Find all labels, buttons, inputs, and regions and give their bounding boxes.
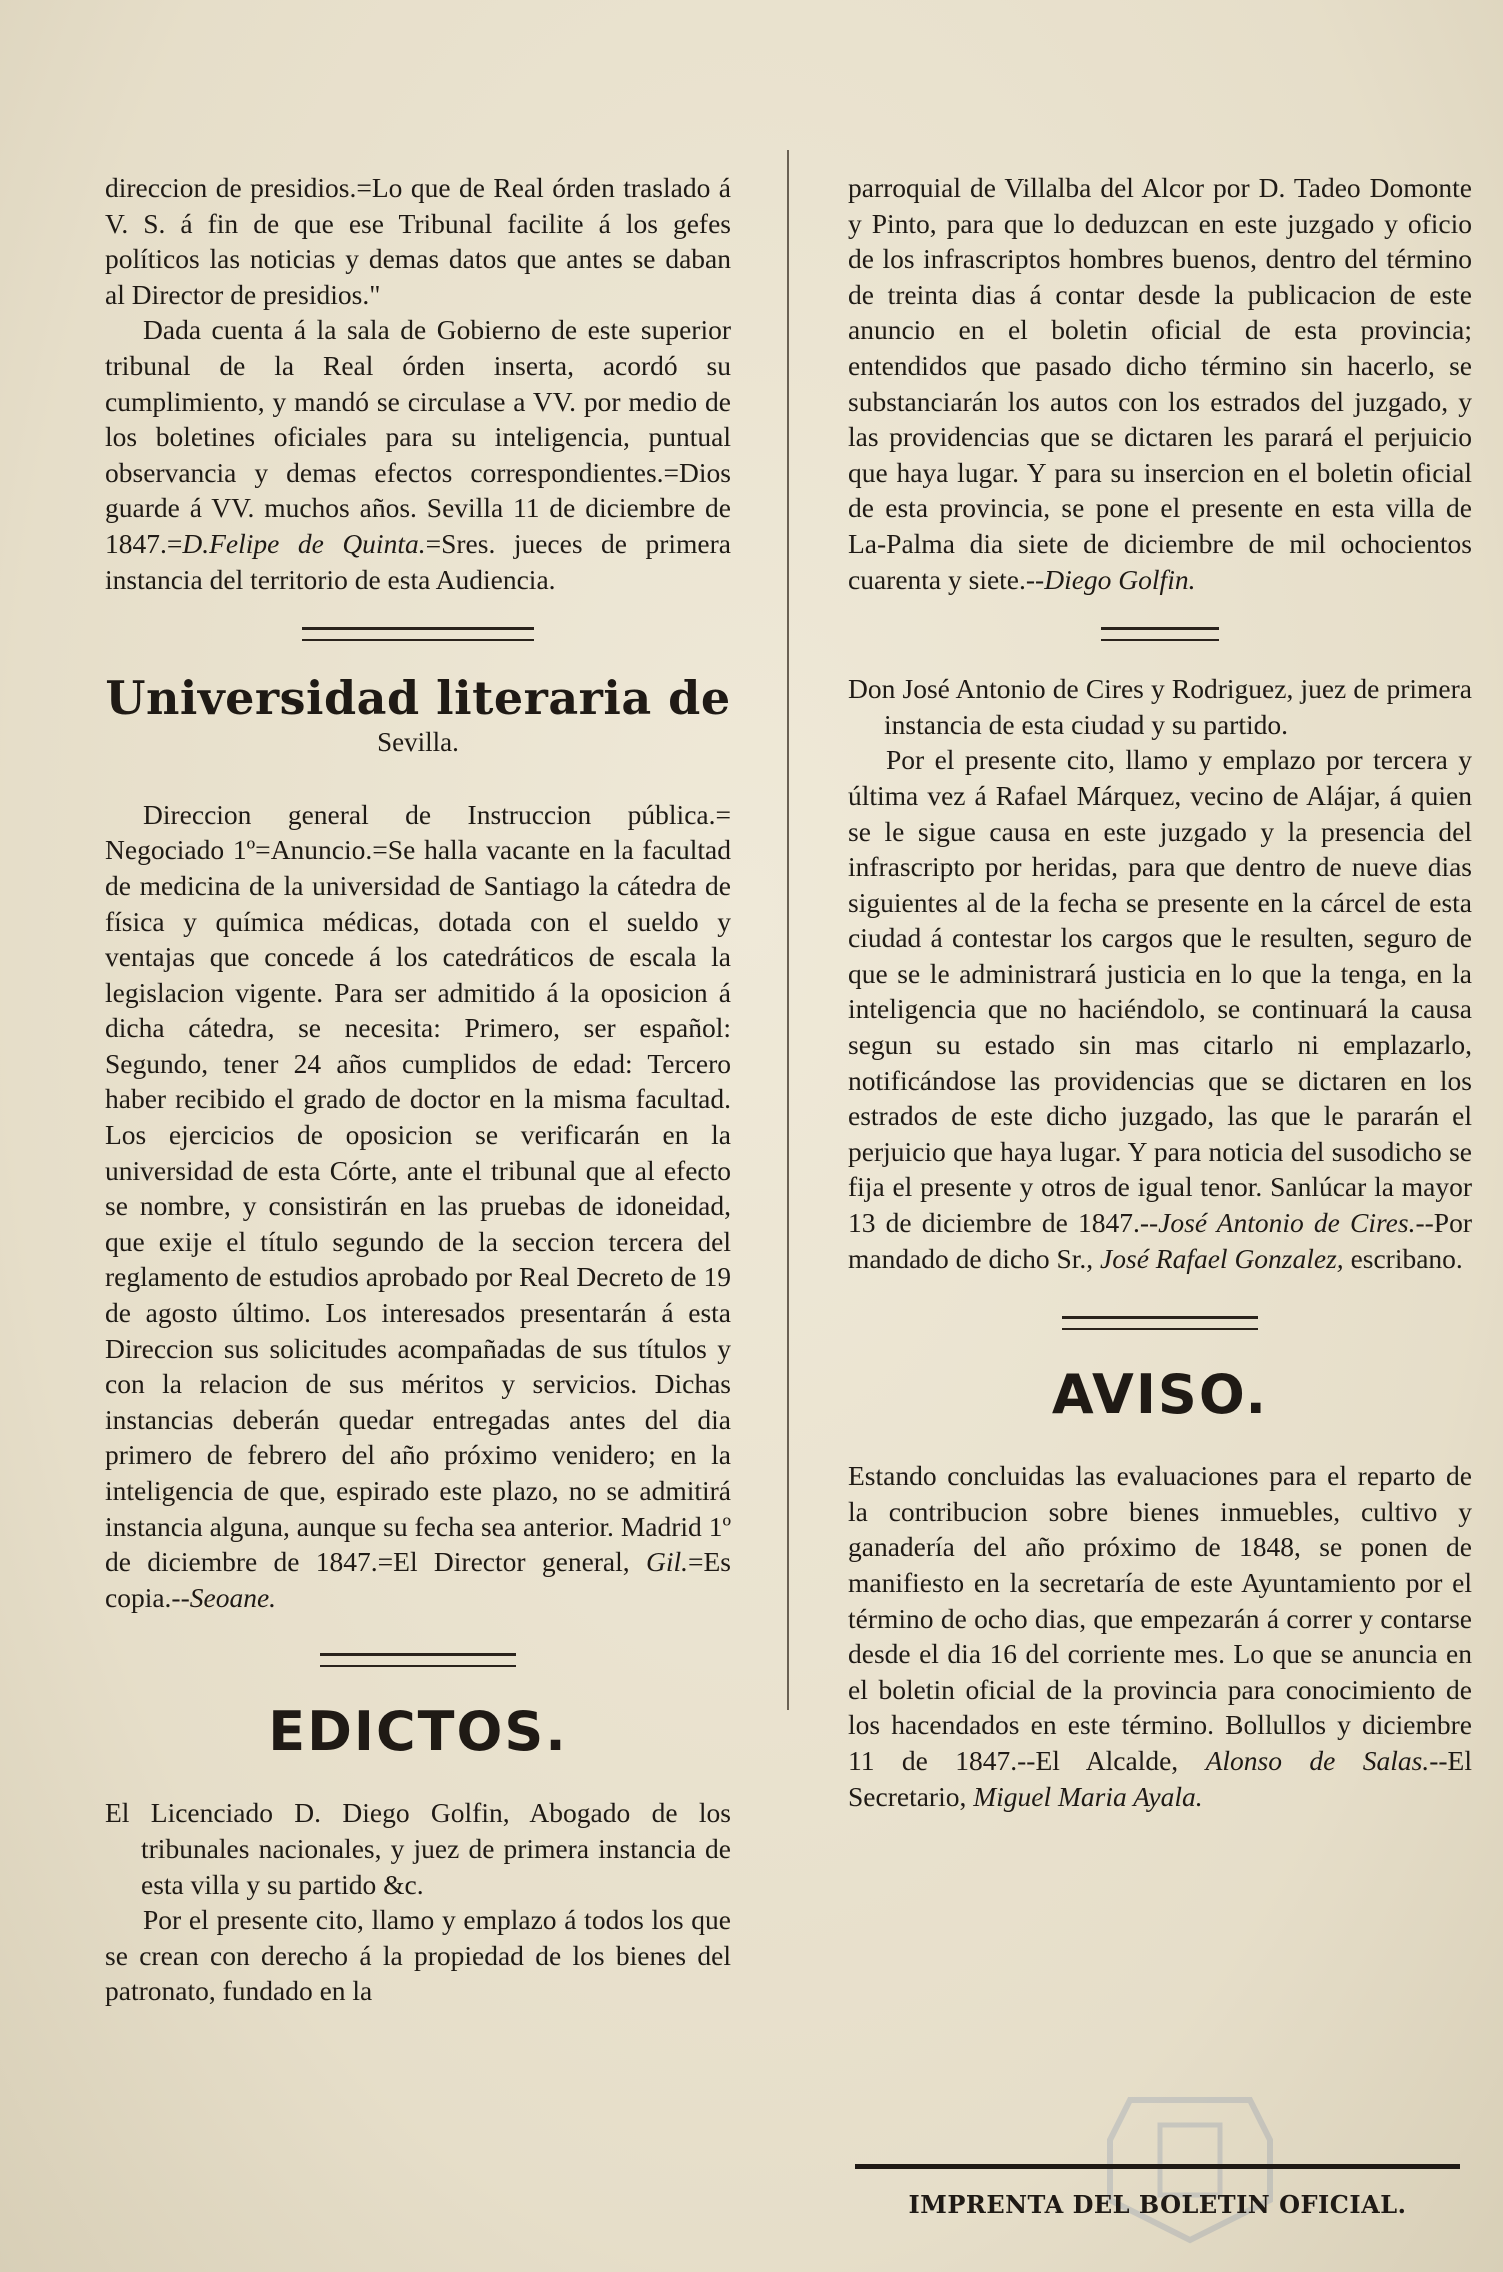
- aviso-heading: AVISO.: [1051, 1363, 1269, 1427]
- signature-diego-golfin: Diego Golfin.: [1044, 563, 1196, 595]
- aviso-text: Estando concluidas las evaluaciones para el reparto de la contribucion sobre bienes inmuebles, cultivo y ganadería del año próximo de 1848, se ponen de manifiesto en la secretaría de este Ayuntamiento por el término de ocho dias, que empezarán á correr y contarse desde el dia 16 del corriente mes. Lo que se anuncia en el boletin oficial de la provincia para conocimiento de los hacendados en este término. Bollullos y diciembre 11 de 1847.--El Alcalde,: [848, 1460, 1472, 1776]
- audiencia-tail: =Sres. jueces de primera instancia del territorio de esta Audiencia.: [105, 527, 732, 595]
- signature-alonso-de-salas: Alonso de Salas.: [1205, 1744, 1430, 1776]
- section-rule: [320, 1653, 516, 1667]
- universidad-subheading: Sevilla.: [377, 727, 459, 758]
- signature-seoane: Seoane.: [189, 1581, 277, 1613]
- edicto-golfin-header: El Licenciado D. Diego Golfin, Abogado de los tribunales nacionales, y juez de primera instancia de esta villa y su partido &c.: [105, 1797, 731, 1900]
- universidad-notice: [105, 797, 731, 1616]
- edicto-cires-text: Por el presente cito, llamo y emplazo por tercera y última vez á Rafael Márquez, vecino de Alájar, á quien se le sigue causa en este juzgado y la presencia del infrascripto por heridas, para que dentro de nueve dias siguientes al de la fecha se presente en la cárcel de esta ciudad á contestar los cargos que le resulten, seguro de que se le administrará justicia en lo que la tenga, en la inteligencia que no haciéndolo, se continuará la causa segun su estado sin mas citarlo ni emplazarlo, notificándose las providencias que se dictaren en los estrados de este dicho juzgado, las que le pararán el perjuicio que haya lugar. Y para noticia del susodicho se fija el presente y otros de igual tenor. Sanlúcar la mayor 13 de diciembre de 1847.--: [848, 744, 1472, 1239]
- edicto-golfin-continued: [848, 170, 1472, 597]
- column-divider: [787, 150, 789, 1710]
- aviso-body: [848, 1458, 1472, 1814]
- presidios-paragraph-end: direccion de presidios.=Lo que de Real órden traslado á V. S. á fin de que ese Tribunal facilite á los gefes políticos las noticias y demas datos que antes se daban al Director de presidios.": [105, 172, 731, 310]
- universidad-heading: Universidad literaria de: [105, 671, 731, 726]
- mandate-note: --Por mandado de dicho Sr.,: [848, 1207, 1472, 1274]
- edicto-golfin-body: Por el presente cito, llamo y emplazo á todos los que se crean con derecho á la propiedad de los bienes del patronato, fundado en la: [105, 1904, 731, 2007]
- edicto-cires-header: Don José Antonio de Cires y Rodriguez, juez de primera instancia de esta ciudad y su partido.: [848, 673, 1472, 740]
- signature-jose-rafael-gonzalez: José Rafael Gonzalez,: [1100, 1242, 1344, 1274]
- escribano-label: escribano.: [1343, 1242, 1463, 1274]
- section-rule: [1101, 627, 1219, 641]
- imprint-line: IMPRENTA DEL BOLETIN OFICIAL.: [908, 2190, 1407, 2219]
- universidad-text: Direccion general de Instruccion pública.= Negociado 1º=Anuncio.=Se halla vacante en la facultad de medicina de la universidad de Santiago la cátedra de física y química médicas, dotada con el sueldo y ventajas que concede á los catedráticos de escala la legislacion vigente. Para ser admitido á la oposicion á dicha cátedra, se necesita: Primero, ser español: Segundo, tener 24 años cumplidos de edad: Tercero haber recibido el grado de doctor en la misma facultad. Los ejercicios de oposicion se verificarán en la universidad de esta Córte, ante el tribunal que al efecto se nombre, y consistirán en las pruebas de idoneidad, que exije el título segundo de la seccion tercera del reglamento de estudios aprobado por Real Decreto de 19 de agosto último. Los interesados presentarán á esta Direccion sus solicitudes acompañadas de sus títulos y con la relacion de sus méritos y servicios. Dichas instancias deberán quedar entregadas antes del dia primero de febrero del año próximo venidero; en la inteligencia de que, espirado este plazo, no se admitirá instancia alguna, aunque su fecha sea anterior. Madrid 1º de diciembre de 1847.=El Director general,: [105, 798, 731, 1578]
- secretario-label: --El Secretario,: [848, 1744, 1472, 1812]
- audiencia-text: Dada cuenta á la sala de Gobierno de este superior tribunal de la Real órden inserta, acordó su cumplimiento, y mandó se circulase a VV. por medio de los boletines oficiales para su inteligencia, puntual observancia y demas efectos correspondientes.=Dios guarde á VV. muchos años. Sevilla 11 de diciembre de 1847.=: [105, 314, 731, 559]
- signature-felipe-de-quinta: D.Felipe de Quinta.: [182, 527, 426, 559]
- edicto-golfin-text: parroquial de Villalba del Alcor por D. Tadeo Domonte y Pinto, para que lo deduzcan en este juzgado y oficio de los infrascriptos hombres buenos, dentro del término de treinta dias á contar desde la publicacion de este anuncio en el boletin oficial de esta provincia; entendidos que pasado dicho término sin hacerlo, se substanciarán los autos con los estrados del juzgado, y las providencias que se dictaren les parará el perjuicio que haya lugar. Y para su insercion en el boletin oficial de esta provincia, se pone el presente en esta villa de La-Palma dia siete de diciembre de mil ochocientos cuarenta y siete.--: [848, 172, 1472, 595]
- edicto-cires-body: [848, 742, 1472, 1276]
- section-rule: [302, 627, 534, 641]
- signature-gil: Gil.: [645, 1546, 688, 1578]
- right-column: [848, 170, 1472, 1814]
- left-column: [105, 170, 731, 2009]
- signature-miguel-maria-ayala: Miguel Maria Ayala.: [973, 1780, 1203, 1812]
- signature-jose-antonio-de-cires: José Antonio de Cires.: [1158, 1207, 1416, 1239]
- section-rule: [1062, 1316, 1258, 1330]
- copy-note: =Es copia.--: [105, 1546, 731, 1613]
- footer-rule: [855, 2164, 1460, 2169]
- audiencia-paragraph: [105, 312, 731, 597]
- edictos-heading: EDICTOS.: [268, 1700, 568, 1764]
